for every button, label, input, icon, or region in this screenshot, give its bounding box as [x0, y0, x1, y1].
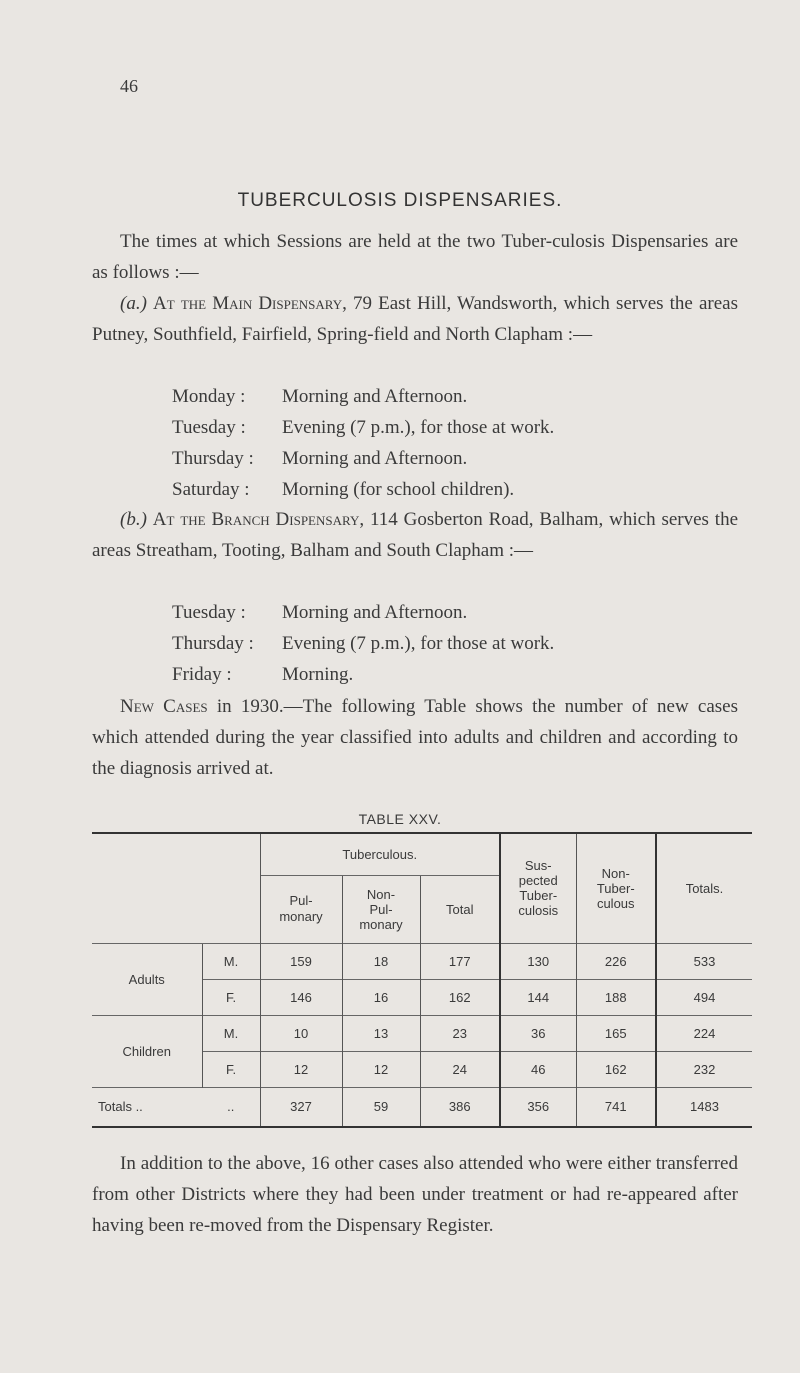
schedule-row: Thursday : Morning and Afternoon.	[172, 448, 468, 469]
branch-heading: At the Branch Dispensary,	[152, 509, 365, 530]
pulmonary-header: Pul- monary	[260, 875, 342, 943]
branch-text: 114 Gosberton Road, Balham, which serves the areas Streatham, Tooting, Balham and South Clapham :—	[92, 509, 739, 561]
schedule-row: Thursday : Evening (7 p.m.), for those at work.	[172, 633, 555, 654]
cases-table	[92, 832, 752, 1128]
schedule-row: Friday : Morning.	[172, 664, 354, 685]
suspected-header: Sus- pected Tuber- culosis	[500, 833, 576, 943]
blank-header-cell	[92, 833, 260, 943]
sex-cell: M.	[202, 943, 260, 979]
sex-cell: F.	[202, 979, 260, 1015]
table-row: Adults M. 159 18 177 130 226 533	[92, 943, 752, 979]
main-text: 79 East Hill, Wandsworth, which serves the areas Putney, Southfield, Fairfield, Spring-field and North Clapham :—	[92, 293, 739, 345]
sex-cell: M.	[202, 1015, 260, 1051]
tuberculous-group-header: Tuberculous.	[260, 833, 500, 875]
branch-dispensary-paragraph	[92, 504, 738, 566]
note-paragraph: In addition to the above, 16 other cases also attended who were either transferred from other Districts where they had been under treatment or had re-appeared after having been re-moved from the Dispensary Register.	[92, 1153, 738, 1236]
table-row: Children M. 10 13 23 36 165 224	[92, 1015, 752, 1051]
total-header: Total	[420, 875, 500, 943]
branch-label: (b.)	[120, 509, 147, 530]
main-dispensary-paragraph	[92, 288, 738, 350]
intro-paragraph: The times at which Sessions are held at the two Tuber-culosis Dispensaries are as follows :—	[92, 231, 738, 283]
row-group-label: Children	[92, 1015, 202, 1087]
sex-cell: F.	[202, 1051, 260, 1087]
new-cases-paragraph	[92, 691, 738, 784]
totals-row: Totals .. .. 327 59 386 356 741 1483	[92, 1087, 752, 1127]
schedule-row: Saturday : Morning (for school children).	[172, 479, 515, 500]
new-cases-text: in 1930.—The following Table shows the number of new cases which attended during the year classified into adults and children and according to the diagnosis arrived at.	[92, 696, 738, 779]
schedule-row: Tuesday : Morning and Afternoon.	[172, 602, 468, 623]
schedule-row: Monday : Morning and Afternoon.	[172, 386, 468, 407]
page-title: TUBERCULOSIS DISPENSARIES.	[237, 190, 563, 211]
non-pulmonary-header: Non- Pul- monary	[342, 875, 420, 943]
main-schedule	[172, 381, 554, 505]
totals-label: Totals ..	[92, 1087, 202, 1127]
branch-schedule	[172, 597, 554, 690]
new-cases-heading: New Cases	[120, 696, 208, 717]
schedule-row: Tuesday : Evening (7 p.m.), for those at work.	[172, 417, 555, 438]
main-heading: At the Main Dispensary,	[153, 293, 347, 314]
row-group-label: Adults	[92, 943, 202, 1015]
table-row: F. 146 16 162 144 188 494	[92, 979, 752, 1015]
table-row: F. 12 12 24 46 162 232	[92, 1051, 752, 1087]
table-title: TABLE XXV.	[358, 811, 442, 827]
non-tuberculous-header: Non- Tuber- culous	[576, 833, 656, 943]
main-label: (a.)	[120, 293, 147, 314]
page-number: 46	[120, 76, 138, 96]
totals-header: Totals.	[656, 833, 752, 943]
